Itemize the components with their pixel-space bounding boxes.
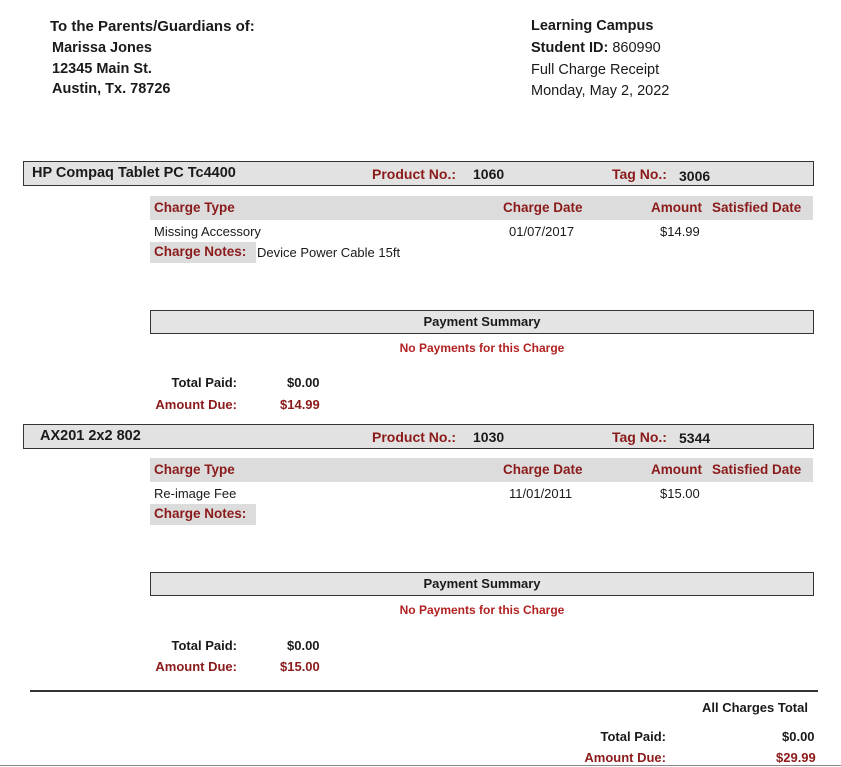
satisfied-date-heading: Satisfied Date (712, 200, 802, 215)
product-no-value: 1030 (473, 429, 505, 445)
item-header-bar (23, 424, 814, 449)
satisfied-date-heading: Satisfied Date (712, 462, 802, 477)
grand-total-paid-value: $0.00 (782, 729, 815, 744)
tag-no-label: Tag No.: (612, 429, 667, 445)
item-name: HP Compaq Tablet PC Tc4400 (32, 165, 236, 181)
amount-due-label: Amount Due: (155, 659, 237, 674)
no-payments-message: No Payments for this Charge (399, 603, 565, 617)
charge-table-header (150, 196, 813, 220)
total-paid-value: $0.00 (287, 638, 320, 653)
receipt-date: Monday, May 2, 2022 (531, 83, 670, 99)
amount-value: $15.00 (660, 486, 700, 501)
payment-summary-bar: Payment Summary (150, 310, 814, 334)
product-no-label: Product No.: (372, 429, 456, 445)
payment-summary-bar: Payment Summary (150, 572, 814, 596)
recipient-name: Marissa Jones (52, 40, 152, 56)
campus-name: Learning Campus (531, 18, 654, 34)
charge-date-value: 01/07/2017 (509, 224, 575, 239)
student-id-line (531, 40, 661, 56)
amount-heading: Amount (651, 200, 702, 215)
charge-type-heading: Charge Type (154, 200, 235, 215)
amount-heading: Amount (651, 462, 702, 477)
page-bottom-edge (0, 765, 841, 766)
student-id-label: Student ID: (531, 40, 609, 56)
total-paid-label: Total Paid: (171, 375, 237, 390)
charge-type-value: Missing Accessory (154, 224, 261, 239)
tag-no-value: 3006 (679, 168, 711, 184)
charge-table-header (150, 458, 813, 482)
student-id-value: 860990 (612, 40, 661, 56)
all-charges-heading: All Charges Total (702, 700, 808, 715)
amount-due-value: $15.00 (280, 659, 320, 674)
amount-due-value: $14.99 (280, 397, 320, 412)
charge-type-value: Re-image Fee (154, 486, 237, 501)
total-paid-label: Total Paid: (171, 638, 237, 653)
recipient-city: Austin, Tx. 78726 (52, 81, 171, 97)
charge-notes-label: Charge Notes: (150, 242, 256, 263)
tag-no-value: 5344 (679, 430, 711, 446)
total-paid-value: $0.00 (287, 375, 320, 390)
tag-no-label: Tag No.: (612, 166, 667, 182)
grand-amount-due-label: Amount Due: (584, 750, 666, 765)
recipient-heading: To the Parents/Guardians of: (50, 18, 255, 35)
item-name: AX201 2x2 802 (40, 428, 141, 444)
receipt-type: Full Charge Receipt (531, 62, 660, 78)
charge-date-heading: Charge Date (503, 200, 583, 215)
charge-type-heading: Charge Type (154, 462, 235, 477)
product-no-label: Product No.: (372, 166, 456, 182)
charge-notes-value: Device Power Cable 15ft (257, 245, 401, 260)
no-payments-message: No Payments for this Charge (399, 341, 565, 355)
grand-total-paid-label: Total Paid: (600, 729, 666, 744)
charge-notes-label: Charge Notes: (150, 504, 256, 525)
amount-value: $14.99 (660, 224, 700, 239)
charge-date-value: 11/01/2011 (509, 486, 573, 501)
recipient-street: 12345 Main St. (52, 61, 152, 77)
amount-due-label: Amount Due: (155, 397, 237, 412)
grand-amount-due-value: $29.99 (776, 750, 816, 765)
charge-date-heading: Charge Date (503, 462, 583, 477)
product-no-value: 1060 (473, 166, 505, 182)
item-header-bar (23, 161, 814, 186)
totals-divider (30, 690, 818, 692)
